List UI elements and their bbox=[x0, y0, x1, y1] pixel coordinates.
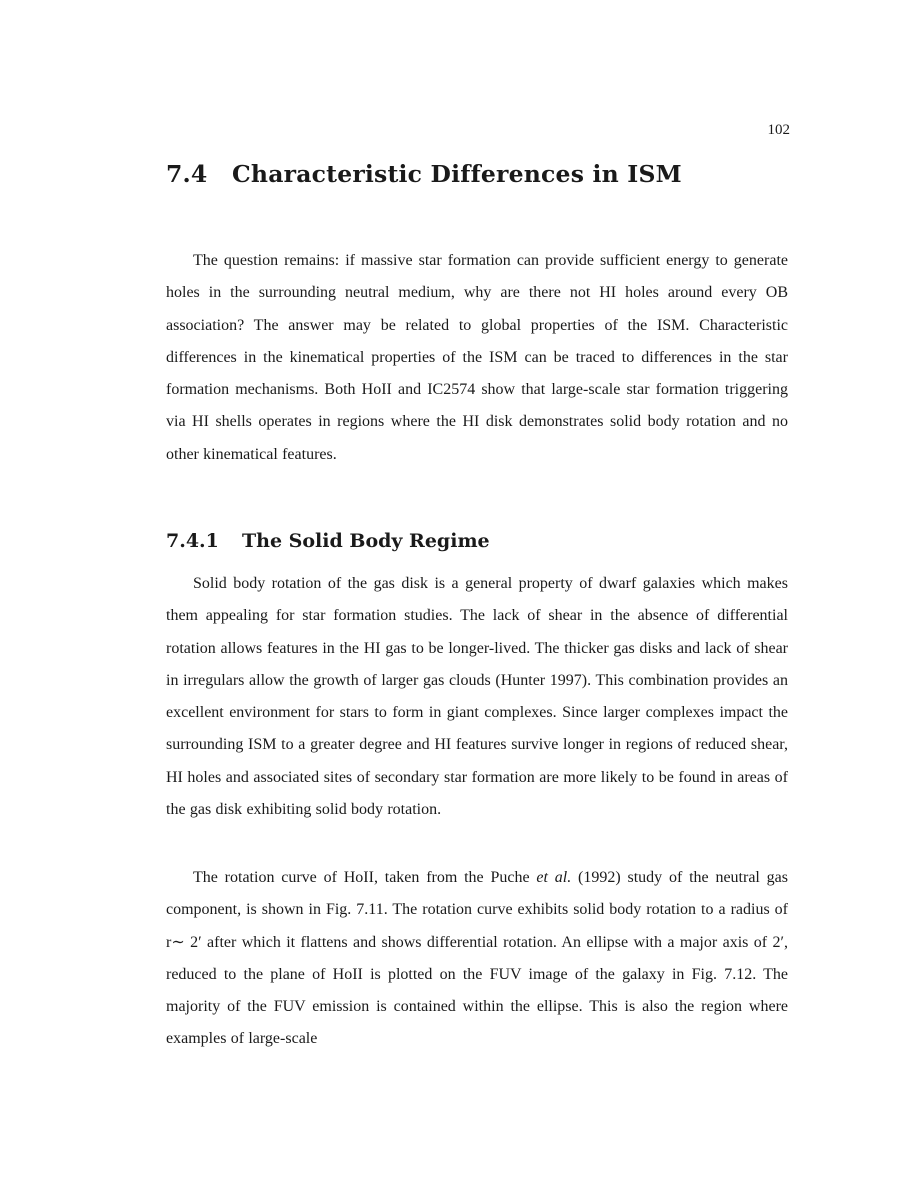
paragraph-intro: The question remains: if massive star formation can provide sufficient energy to generate holes in the surrounding neutral medium, why are there not HI holes around every OB association? The answer may be related to global properties of the ISM. Characteristic differences in the kinematical properties of the ISM can be traced to differences in the star formation mechanisms. Both HoII and IC2574 show that large-scale star formation triggering via HI shells operates in regions where the HI disk demonstrates solid body rotation and no other kinematical features. bbox=[166, 252, 788, 463]
paragraph-rotation-curve-text-a: The rotation curve of HoII, taken from the Puche bbox=[193, 869, 537, 886]
subsection-number: 7.4.1 bbox=[166, 530, 219, 552]
page-number: 102 bbox=[767, 122, 790, 138]
subsection-heading bbox=[166, 530, 490, 552]
subsection-title: The Solid Body Regime bbox=[242, 530, 490, 552]
section-number: 7.4 bbox=[166, 160, 208, 188]
paragraph-rotation-curve bbox=[166, 862, 788, 1056]
paragraph-rotation-curve-italic: et al. bbox=[536, 869, 572, 886]
section-title: Characteristic Differences in ISM bbox=[232, 160, 682, 188]
paragraph-solid-body: Solid body rotation of the gas disk is a general property of dwarf galaxies which makes them appealing for star formation studies. The lack of shear in the absence of differential rotation allows features in the HI gas to be longer-lived. The thicker gas disks and lack of shear in irregulars allow the growth of larger gas clouds (Hunter 1997). This combination provides an excellent environment for stars to form in giant complexes. Since larger complexes impact the surrounding ISM to a greater degree and HI features survive longer in regions of reduced shear, HI holes and associated sites of secondary star formation are more likely to be found in areas of the gas disk exhibiting solid body rotation. bbox=[166, 575, 788, 819]
paragraph-rotation-curve-text-b: (1992) study of the neutral gas component, is shown in Fig. 7.11. The rotation curve exhibits solid body rotation to a radius of r∼ 2′ after which it flattens and shows differential rotation. An ellipse with a major axis of 2′, reduced to the plane of HoII is plotted on the FUV image of the galaxy in Fig. 7.12. The majority of the FUV emission is contained within the ellipse. This is also the region where examples of large-scale bbox=[166, 869, 789, 1048]
section-heading bbox=[166, 160, 682, 188]
